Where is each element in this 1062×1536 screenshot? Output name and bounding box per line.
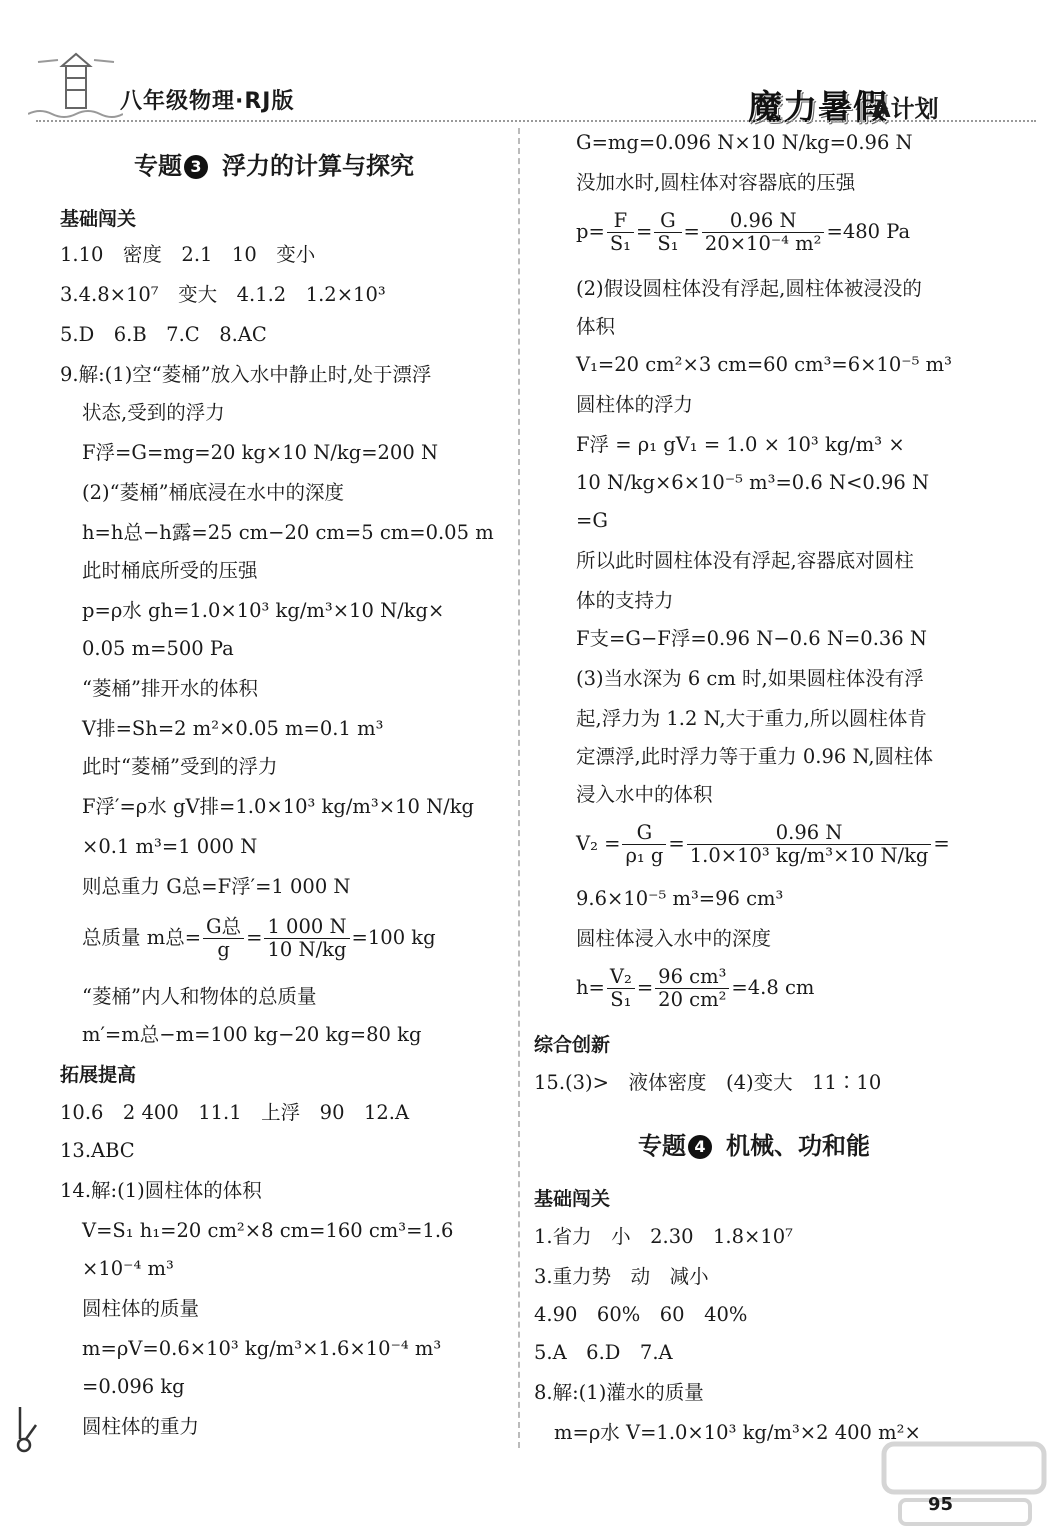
answer-line: 起,浮力为 1.2 N,大于重力,所以圆柱体肯 [576,707,927,730]
answer-line: 9.6×10⁻⁵ m³=96 cm³ [576,887,784,910]
answer-line: p=ρ水 gh=1.0×10³ kg/m³×10 N/kg× [82,599,445,622]
brand-plan: A计划 [872,95,939,123]
answer-line: V=S₁ h₁=20 cm²×8 cm=160 cm³=1.6 [82,1219,454,1242]
answer-line: 8.解:(1)灌水的质量 [534,1381,704,1404]
fraction-line: V₂ = $\frac{G}{\text{ρ₁ g}}$ = $\frac{0.96 N}{\text{1.0×10³ kg/m³×10 N/kg}}$ = [576,821,950,867]
answer-line: 1.省力 小 2.30 1.8×10⁷ [534,1225,794,1248]
answer-line: 圆柱体的质量 [82,1297,200,1320]
book-title: 八年级物理·RJ版 [120,89,295,114]
answer-line: 9.解:(1)空“菱桶”放入水中静止时,处于漂浮 [60,363,432,386]
answer-line: F浮=G=mg=20 kg×10 N/kg=200 N [82,441,439,464]
answer-line: m=ρ水 V=1.0×10³ kg/m³×2 400 m²× [554,1421,921,1444]
answer-line: 体积 [576,315,616,338]
answer-line: (2)“菱桶”桶底浸在水中的深度 [82,481,345,504]
answer-line: 14.解:(1)圆柱体的体积 [60,1179,262,1202]
answer-line: 0.05 m=500 Pa [82,637,234,660]
answer-line: 13.ABC [60,1139,135,1162]
section-comprehensive: 综合创新 [534,1034,611,1056]
brand-logo: 魔力暑假 [748,88,888,128]
topic-3-badge: 3 [184,155,208,179]
answer-line: F浮 = ρ₁ gV₁ = 1.0 × 10³ kg/m³ × [576,433,905,456]
fraction-line: h= $\frac{\text{V₂}}{\text{S₁}}$ = $\frac{\text{96 cm³}}{\text{20 cm²}}$ =4.8 cm [576,965,815,1011]
answer-line: 3.重力势 动 减小 [534,1265,709,1288]
answer-line: h=h总−h露=25 cm−20 cm=5 cm=0.05 m [82,521,494,544]
answer-line: ×0.1 m³=1 000 N [82,835,258,858]
answer-line: =0.096 kg [82,1375,185,1398]
topic-4-badge: 4 [688,1135,712,1159]
answer-line: 4.90 60% 60 40% [534,1303,748,1326]
answer-line: 3.4.8×10⁷ 变大 4.1.2 1.2×10³ [60,283,386,306]
answer-line: 状态,受到的浮力 [82,401,225,424]
section-basic-2: 基础闯关 [534,1188,611,1210]
answer-line: (2)假设圆柱体没有浮起,圆柱体被浸没的 [576,277,922,300]
answer-line: 10.6 2 400 11.1 上浮 90 12.A [60,1101,410,1124]
answer-line: 没加水时,圆柱体对容器底的压强 [576,171,856,194]
answer-line: V₁=20 cm²×3 cm=60 cm³=6×10⁻⁵ m³ [576,353,952,376]
answer-line: m′=m总−m=100 kg−20 kg=80 kg [82,1023,422,1046]
answer-line: 10 N/kg×6×10⁻⁵ m³=0.6 N<0.96 N [576,471,930,494]
answer-line: G=mg=0.096 N×10 N/kg=0.96 N [576,131,913,154]
answer-line: V排=Sh=2 m²×0.05 m=0.1 m³ [82,717,384,740]
answer-line: =G [576,509,608,532]
fraction: $\frac{1 000 N}{10 N/kg}$ [264,916,349,961]
topic-4-title: 专题 4 机械、功和能 [638,1132,870,1160]
column-divider [518,128,520,1448]
answer-line: 则总重力 G总=F浮′=1 000 N [82,875,351,898]
fraction-line: 总质量 m总= $\frac{\text{G总}}{g}$ = $\frac{1 000 N}{10 N/kg}$ =100 kg [82,915,436,961]
answer-line: 圆柱体浸入水中的深度 [576,927,772,950]
topic-3-title: 专题 3 浮力的计算与探究 [134,152,414,180]
answer-line: 浸入水中的体积 [576,783,713,806]
answer-line: 1.10 密度 2.1 10 变小 [60,243,316,266]
answer-line: 5.D 6.B 7.C 8.AC [60,323,267,346]
page-number: 95 [928,1494,954,1515]
fraction-line: p= $\frac{F}{\text{S₁}}$ = $\frac{G}{\text{S₁}}$ = $\frac{0.96 N}{\text{20×10⁻⁴ m²}}$ =480 Pa [576,209,911,255]
answer-line: 圆柱体的浮力 [576,393,694,416]
answer-line: 定漂浮,此时浮力等于重力 0.96 N,圆柱体 [576,745,934,768]
scissors-icon [12,1405,48,1455]
answer-line: ×10⁻⁴ m³ [82,1257,174,1280]
answer-line: 体的支持力 [576,589,674,612]
answer-line: F支=G−F浮=0.96 N−0.6 N=0.36 N [576,627,927,650]
answer-line: 此时“菱桶”受到的浮力 [82,755,278,778]
header-divider [36,120,1036,122]
answer-line: m=ρV=0.6×10³ kg/m³×1.6×10⁻⁴ m³ [82,1337,442,1360]
answer-line: “菱桶”排开水的体积 [82,677,258,700]
answer-line: “菱桶”内人和物体的总质量 [82,985,317,1008]
answer-line: F浮′=ρ水 gV排=1.0×10³ kg/m³×10 N/kg [82,795,474,818]
answer-line: (3)当水深为 6 cm 时,如果圆柱体没有浮 [576,667,924,690]
answer-line: 5.A 6.D 7.A [534,1341,673,1364]
answer-line: 圆柱体的重力 [82,1415,200,1438]
answer-line: 所以此时圆柱体没有浮起,容器底对圆柱 [576,549,914,572]
section-basic: 基础闯关 [60,208,137,230]
watermark-logo [880,1440,1050,1530]
answer-line: 15.(3)> 液体密度 (4)变大 11∶10 [534,1071,882,1094]
section-extend: 拓展提高 [60,1064,137,1086]
fraction: $\frac{\text{G总}}{g}$ [203,916,244,961]
lighthouse-icon [28,52,123,122]
answer-line: 此时桶底所受的压强 [82,559,258,582]
